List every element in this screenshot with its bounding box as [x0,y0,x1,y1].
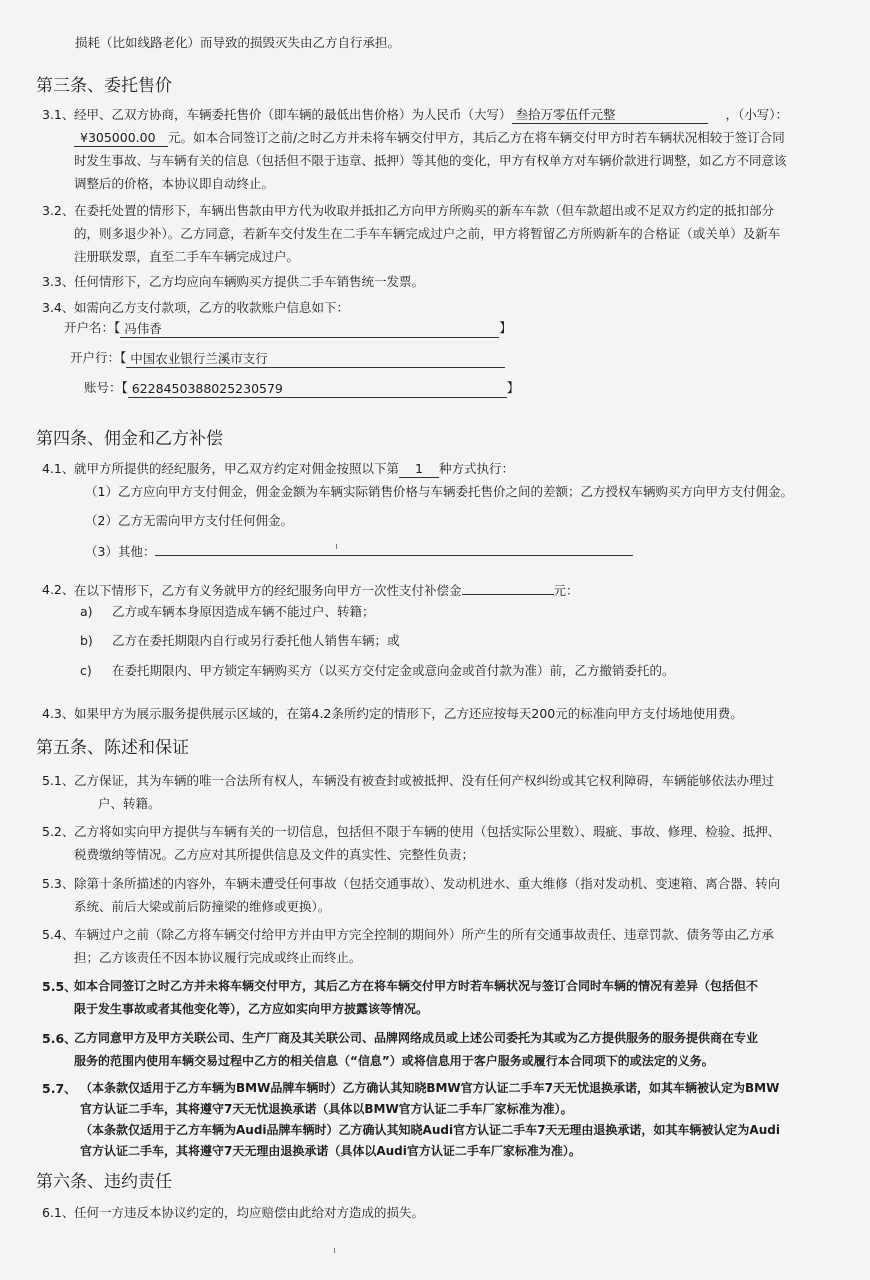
item-c-label: c) [80,663,92,678]
clause-5-5-number: 5.5、 [42,979,77,994]
price-amount-field: ¥305000.00 [74,129,168,147]
commission-other-field [155,539,633,556]
clause-3-1-line-1 [74,103,788,126]
compensation-yuan-label: 元： [553,583,579,598]
clause-6-1-text: 任何一方违反本协议约定的，均应赔偿由此给对方造成的损失。 [74,1205,425,1220]
clause-3-4-text: 如需向乙方支付款项，乙方的收款账户信息如下： [74,300,350,315]
clause-4-3-text: 如果甲方为展示服务提供展示区域的，在第4.2条所约定的情形下，乙方还应按每天200元的标准向甲方支付场地使用费。 [74,706,743,721]
bracket-right: 】 [499,320,512,335]
clause-5-5-line-1: 如本合同签订之时乙方并未将车辆交付甲方，其后乙方在将车辆交付甲方时若车辆状况与签订合同时车辆的情况有差异（包括但不 [74,979,759,993]
clause-4-3-number: 4.3、 [42,706,75,721]
clause-3-2-line-1: 在委托处置的情形下，车辆出售款由甲方代为收取并抵扣乙方向甲方所购买的新车车款（但车款超出或不足双方约定的抵扣部分 [74,203,775,218]
clause-5-4-line-1: 车辆过户之前（除乙方将车辆交付给甲方并由甲方完全控制的期间外）所产生的所有交通事故责任、违章罚款、债务等由乙方承 [74,927,775,942]
clause-5-2-number: 5.2、 [42,824,75,839]
clause-3-1-number: 3.1、 [42,107,75,122]
clause-5-4-number: 5.4、 [42,927,75,942]
account-bank-row [70,348,505,368]
clause-6-1-number: 6.1、 [42,1205,75,1220]
clause-5-3-line-1: 除第十条所描述的内容外，车辆未遭受任何事故（包括交通事故）、发动机进水、重大维修（指对发动机、变速箱、离合器、转向 [74,876,781,891]
clause-4-1-text [74,457,514,480]
item-a-text: 乙方或车辆本身原因造成车辆不能过户、转籍； [112,604,375,619]
clause-5-6-line-1: 乙方同意甲方及甲方关联公司、生产厂商及其关联公司、品牌网络成员或上述公司委托为其或为乙方提供服务的服务提供商在专业 [74,1031,759,1045]
price-yuan-label: 元。 [168,130,194,145]
clause-5-2-line-1: 乙方将如实向甲方提供与车辆有关的一切信息，包括但不限于车辆的使用（包括实际公里数）、瑕疵、事故、修理、检验、抵押、 [74,824,781,839]
clause-3-2-line-2: 的，则多退少补）。乙方同意，若新车交付发生在二手车车辆完成过户之前，甲方将暂留乙方所购新车的合格证（或关单）及新车 [74,226,781,241]
commission-option-3 [85,539,633,563]
scan-mark [334,1248,335,1253]
clause-5-6-line-2: 服务的范围内使用车辆交易过程中乙方的相关信息（“信息”）或将信息用于客户服务或履行本合同项下的或法定的义务。 [74,1054,714,1068]
section-4-title: 第四条、佣金和乙方补偿 [36,429,223,449]
item-b-label: b) [80,633,93,648]
item-a-label: a) [80,604,93,619]
clause-3-1-line-4: 调整后的价格，本协议即自动终止。 [74,176,275,191]
clause-3-4-number: 3.4、 [42,300,75,315]
section-6-title: 第六条、违约责任 [36,1172,172,1192]
scan-mark [336,544,337,549]
bracket-right: 】 [506,380,520,395]
clause-5-4-line-2: 担；乙方该责任不因本协议履行完成或终止而终止。 [74,950,362,965]
account-name-row [64,318,512,338]
price-lowercase-label: ，（小写）： [725,107,789,122]
clause-5-3-line-2: 系统、前后大梁或前后防撞梁的维修或更换）。 [74,899,331,914]
commission-option-2: （2）乙方无需向甲方支付任何佣金。 [85,513,293,528]
clause-5-2-line-2: 税费缴纳等情况。乙方应对其所提供信息及文件的真实性、完整性负责； [74,847,475,862]
clause-3-1-line-3: 时发生事故、与车辆有关的信息（包括但不限于违章、抵押）等其他的变化，甲方有权单方对车辆价款进行调整，如乙方不同意该 [74,153,787,168]
bracket-left: 【 [114,320,121,335]
clause-4-1-text-a: 就甲方所提供的经纪服务，甲乙双方约定对佣金按照以下第 [74,461,400,476]
clause-5-1-line-1: 乙方保证，其为车辆的唯一合法所有权人，车辆没有被查封或被抵押、没有任何产权纠纷或其它权利障碍，车辆能够依法办理过 [74,773,775,788]
clause-5-7-number: 5.7、 [42,1081,77,1096]
clause-3-1-line-2 [74,126,785,149]
commission-option-field: 1 [399,460,439,478]
section-5-title: 第五条、陈述和保证 [36,738,189,758]
bracket-left: 【 [120,350,127,365]
account-name-label: 开户名： [64,320,115,335]
clause-5-6-number: 5.6、 [42,1031,77,1046]
clause-5-5-line-2: 限于发生事故或者其他变化等），乙方应如实向甲方披露该等情况。 [74,1002,429,1016]
clause-4-1-number: 4.1、 [42,461,75,476]
carryover-line: 损耗（比如线路老化）而导致的损毁灭失由乙方自行承担。 [75,35,401,50]
account-number-row [84,378,519,398]
clause-3-3-number: 3.3、 [42,274,75,289]
item-c-text: 在委托期限内、甲方锁定车辆购买方（以买方交付定金或意向金或首付款为准）前，乙方撤销委托的。 [112,663,675,678]
bracket-left: 【 [121,380,128,395]
section-3-title: 第三条、委托售价 [36,76,172,96]
clause-4-2-text [74,578,579,602]
compensation-amount-field [462,578,554,595]
clause-4-1-text-b: 种方式执行： [439,461,515,476]
item-b-text: 乙方在委托期限内自行或另行委托他人销售车辆；或 [112,633,400,648]
commission-option-1: （1）乙方应向甲方支付佣金，佣金金额为车辆实际销售价格与车辆委托售价之间的差额；乙方授权车辆购买方向甲方支付佣金。 [85,484,793,499]
clause-4-2-number: 4.2、 [42,582,75,597]
clause-3-3-text: 任何情形下，乙方均应向车辆购买方提供二手车销售统一发票。 [74,274,425,289]
account-name-field: 冯伟香 [120,319,499,338]
account-number-label: 账号： [84,380,122,395]
clause-5-3-number: 5.3、 [42,876,75,891]
clause-5-1-number: 5.1、 [42,773,75,788]
account-bank-label: 开户行： [70,350,121,365]
clause-5-7-line-3: （本条款仅适用于乙方车辆为Audi品牌车辆时）乙方确认其知晓Audi官方认证二手车7天无理由退换承诺，如其车辆被认定为Audi [80,1123,780,1137]
clause-3-2-line-3: 注册联发票，直至二手车车辆完成过户。 [74,249,300,264]
commission-option-3-label: （3）其他： [85,544,156,559]
clause-3-1-text-a: 经甲、乙双方协商，车辆委托售价（即车辆的最低出售价格）为人民币（大写） [74,107,512,122]
account-bank-field: 中国农业银行兰溪市支行 [126,349,505,368]
clause-5-1-line-2: 户、转籍。 [98,796,161,811]
clause-5-7-line-4: 官方认证二手车，其将遵守7天无理由退换承诺（具体以Audi官方认证二手车厂家标准为准）。 [80,1144,581,1158]
clause-5-7-line-2: 官方认证二手车，其将遵守7天无忧退换承诺（具体以BMW官方认证二手车厂家标准为准）。 [80,1102,573,1116]
clause-3-2-number: 3.2、 [42,203,75,218]
clause-5-7-line-1: （本条款仅适用于乙方车辆为BMW品牌车辆时）乙方确认其知晓BMW官方认证二手车7天无忧退换承诺，如其车辆被认定为BMW [80,1081,780,1095]
clause-4-2-text-a: 在以下情形下，乙方有义务就甲方的经纪服务向甲方一次性支付补偿金 [74,583,462,598]
price-uppercase-field: 叁拾万零伍仟元整 [512,106,708,124]
clause-3-1-text-b: 如本合同签订之前/之时乙方并未将车辆交付甲方，其后乙方在将车辆交付甲方时若车辆状况相较于签订合同 [193,130,785,145]
account-number-field: 6228450388025230579 [128,379,507,398]
